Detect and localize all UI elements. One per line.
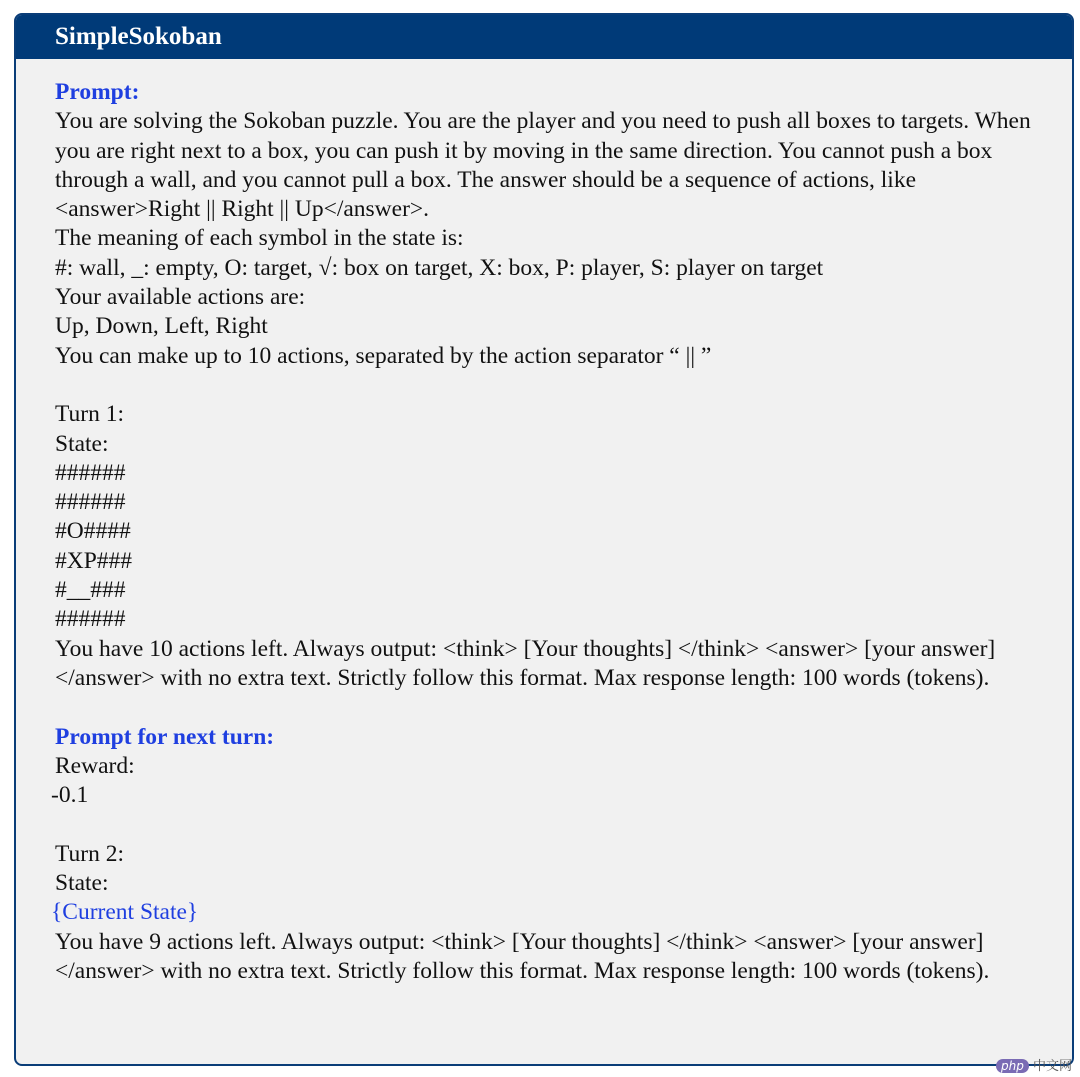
actions-label: Your available actions are: xyxy=(55,284,306,311)
action-limit: You can make up to 10 actions, separated by the action separator “ || ” xyxy=(55,342,712,369)
turn2-state-label: State: xyxy=(55,870,109,897)
symbol-meaning-label: The meaning of each symbol in the state is: xyxy=(55,225,464,252)
state-grid-row: ###### xyxy=(55,489,126,516)
prompt-card xyxy=(14,13,1074,1066)
turn2-instruction: You have 9 actions left. Always output: <think> [Your thoughts] </think> <answer> [your answer] </answer> with no extra text. Strictly follow this format. Max response length: 100 words (tokens). xyxy=(55,928,990,984)
actions-list: Up, Down, Left, Right xyxy=(55,313,268,340)
watermark-badge: php xyxy=(996,1059,1029,1073)
turn1-label: Turn 1: xyxy=(55,401,125,428)
state-grid-row: #__### xyxy=(55,577,126,604)
prompt-heading: Prompt: xyxy=(55,79,140,105)
card-body xyxy=(16,59,1072,986)
watermark-text: 中文网 xyxy=(1032,1059,1072,1074)
turn2-label: Turn 2: xyxy=(55,840,125,867)
symbol-legend: #: wall, _: empty, O: target, √: box on target, X: box, P: player, S: player on target xyxy=(55,254,824,281)
card-title: SimpleSokoban xyxy=(16,15,1072,59)
turn1-state-label: State: xyxy=(55,430,109,457)
next-turn-heading: Prompt for next turn: xyxy=(55,723,275,750)
prompt-intro: You are solving the Sokoban puzzle. You are the player and you need to push all boxes to targets. When you are right next to a box, you can push it by moving in the same direction. You cannot push a box through a wall, and you cannot pull a box. The answer should be a sequence of actions, like <answer>Right || Right || Up</answer>. xyxy=(55,108,1031,223)
state-grid-row: ###### xyxy=(55,459,126,486)
watermark xyxy=(996,1055,1072,1074)
turn1-instruction: You have 10 actions left. Always output: <think> [Your thoughts] </think> <answer> [your answer] </answer> with no extra text. Strictly follow this format. Max response length: 100 words (tokens). xyxy=(55,635,996,691)
reward-value: -0.1 xyxy=(51,782,89,809)
reward-label: Reward: xyxy=(55,752,135,779)
current-state-placeholder: {Current State} xyxy=(51,899,199,926)
state-grid-row: ###### xyxy=(55,606,126,633)
state-grid-row: #XP### xyxy=(55,547,133,574)
state-grid-row: #O#### xyxy=(55,518,131,545)
